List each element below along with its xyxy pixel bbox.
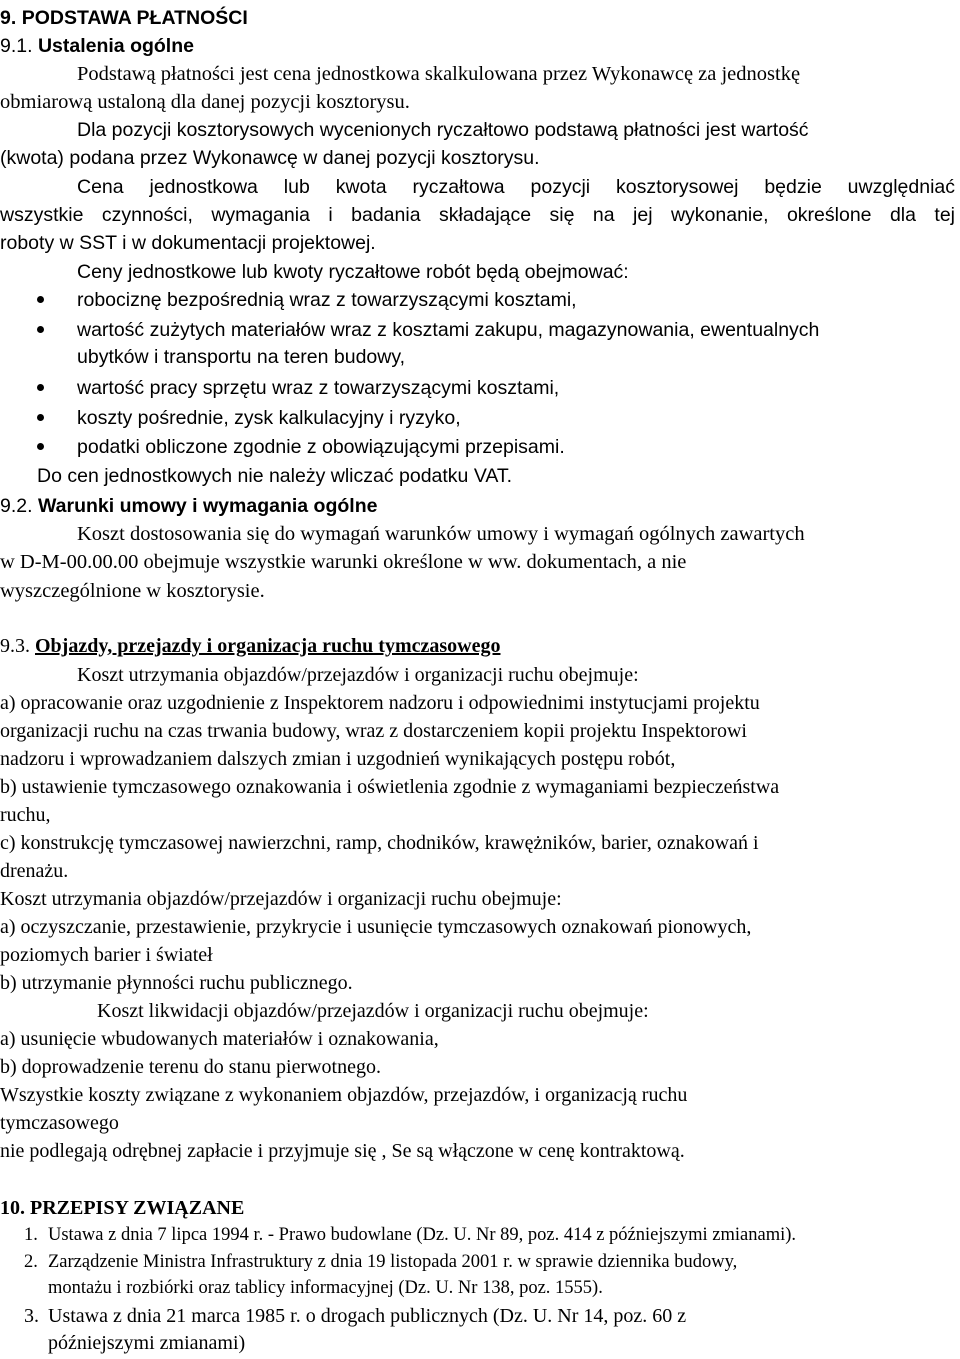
list-item: Ustawa z dnia 7 lipca 1994 r. - Prawo budowlane (Dz. U. Nr 89, poz. 414 z późniejszymi zmianami). (48, 1225, 797, 1245)
subsection-number: 9.1. (0, 35, 33, 57)
paragraph-line: Koszt utrzymania objazdów/przejazdów i organizacji ruchu obejmuje: (0, 888, 562, 910)
subsection-number: 9.2. (0, 495, 33, 517)
subsection-9-3-heading (0, 634, 500, 658)
paragraph-line: obmiarową ustaloną dla danej pozycji kosztorysu. (0, 91, 410, 113)
paragraph-line: w D-M-00.00.00 obejmuje wszystkie warunki określone w ww. dokumentach, a nie (0, 551, 687, 573)
subsection-title: Ustalenia ogólne (37, 35, 194, 57)
paragraph-line: nadzoru i wprowadzaniem dalszych zmian i uzgodnień wynikających postępu robót, (0, 748, 676, 770)
section-10-title: PRZEPISY ZWIĄZANE (30, 1197, 245, 1219)
bullets-intro: Ceny jednostkowe lub kwoty ryczałtowe robót będą obejmować: (77, 261, 629, 283)
list-item-number: 2. (24, 1252, 38, 1272)
bullet-dot (37, 414, 44, 421)
section-9-title: PODSTAWA PŁATNOŚCI (21, 7, 248, 29)
paragraph-line: Podstawą płatności jest cena jednostkowa skalkulowana przez Wykonawcę za jednostkę (77, 63, 801, 85)
paragraph-line: ruchu, (0, 804, 51, 826)
list-item-continuation: montażu i rozbiórki oraz tablicy informacyjnej (Dz. U. Nr 138, poz. 1555). (48, 1278, 603, 1298)
section-10-heading (0, 1196, 244, 1220)
list-item: Ustawa z dnia 21 marca 1985 r. o drogach publicznych (Dz. U. Nr 14, poz. 60 z (48, 1305, 687, 1327)
list-item-number: 3. (24, 1305, 39, 1327)
subsection-9-1-heading (0, 34, 194, 58)
paragraph-line: Koszt utrzymania objazdów/przejazdów i organizacji ruchu obejmuje: (77, 664, 639, 686)
section-9-number: 9. (0, 7, 17, 29)
paragraph-line: drenażu. (0, 860, 69, 882)
paragraph-line: b) doprowadzenie terenu do stanu pierwotnego. (0, 1056, 381, 1078)
bullet-dot (37, 443, 44, 450)
paragraph-line: wyszczególnione w kosztorysie. (0, 580, 265, 602)
bullet-item: podatki obliczone zgodnie z obowiązującymi przepisami. (77, 436, 565, 458)
paragraph-line: Koszt likwidacji objazdów/przejazdów i organizacji ruchu obejmuje: (97, 1000, 649, 1022)
vat-note: Do cen jednostkowych nie należy wliczać podatku VAT. (37, 465, 513, 487)
bullet-item: wartość zużytych materiałów wraz z kosztami zakupu, magazynowania, ewentualnych (77, 319, 820, 341)
subsection-title: Objazdy, przejazdy i organizacja ruchu tymczasowego (35, 635, 501, 657)
paragraph-line: roboty w SST i w dokumentacji projektowej. (0, 232, 376, 254)
list-item-continuation: późniejszymi zmianami) (48, 1332, 246, 1354)
paragraph-line: Cena jednostkowa lub kwota ryczałtowa pozycji kosztorysowej będzie uwzględniać (77, 176, 955, 198)
paragraph-line: Wszystkie koszty związane z wykonaniem objazdów, przejazdów, i organizacją ruchu (0, 1084, 688, 1106)
bullet-item: robociznę bezpośrednią wraz z towarzyszącymi kosztami, (77, 289, 577, 311)
paragraph-line: (kwota) podana przez Wykonawcę w danej pozycji kosztorysu. (0, 147, 540, 169)
list-item: Zarządzenie Ministra Infrastruktury z dnia 19 listopada 2001 r. w sprawie dziennika budowy, (48, 1252, 738, 1272)
subsection-9-2-heading (0, 494, 377, 518)
subsection-title: Warunki umowy i wymagania ogólne (37, 495, 378, 517)
paragraph-line: b) ustawienie tymczasowego oznakowania i oświetlenia zgodnie z wymaganiami bezpieczeństwa (0, 776, 780, 798)
bullet-item: koszty pośrednie, zysk kalkulacyjny i ryzyko, (77, 407, 461, 429)
paragraph-line: poziomych barier i świateł (0, 944, 213, 966)
bullet-dot (37, 296, 44, 303)
subsection-number: 9.3. (0, 635, 30, 657)
section-9-heading (0, 6, 248, 30)
paragraph-line: organizacji ruchu na czas trwania budowy, wraz z dostarczeniem kopii projektu Inspektorowi (0, 720, 747, 742)
paragraph-line: Koszt dostosowania się do wymagań warunków umowy i wymagań ogólnych zawartych (77, 523, 805, 545)
paragraph-line: nie podlegają odrębnej zapłacie i przyjmuje się , Se są włączone w cenę kontraktową. (0, 1140, 685, 1162)
bullet-item: wartość pracy sprzętu wraz z towarzyszącymi kosztami, (77, 377, 560, 399)
bullet-dot (37, 384, 44, 391)
bullet-item-continuation: ubytków i transportu na teren budowy, (77, 346, 406, 368)
bullet-dot (37, 326, 44, 333)
paragraph-line: a) oczyszczanie, przestawienie, przykrycie i usunięcie tymczasowych oznakowań pionowych, (0, 916, 752, 938)
paragraph-line: a) opracowanie oraz uzgodnienie z Inspektorem nadzoru i odpowiednimi instytucjami projektu (0, 692, 760, 714)
paragraph-line: b) utrzymanie płynności ruchu publicznego. (0, 972, 353, 994)
paragraph-line: tymczasowego (0, 1112, 119, 1134)
paragraph-line: Dla pozycji kosztorysowych wycenionych ryczałtowo podstawą płatności jest wartość (77, 119, 809, 141)
paragraph-line: wszystkie czynności, wymagania i badania składające się na jej wykonanie, określone dla tej (0, 204, 955, 226)
paragraph-line: c) konstrukcję tymczasowej nawierzchni, ramp, chodników, krawężników, barier, oznakowań i (0, 832, 759, 854)
paragraph-line: a) usunięcie wbudowanych materiałów i oznakowania, (0, 1028, 439, 1050)
section-10-number: 10. (0, 1197, 25, 1219)
list-item-number: 1. (24, 1225, 38, 1245)
